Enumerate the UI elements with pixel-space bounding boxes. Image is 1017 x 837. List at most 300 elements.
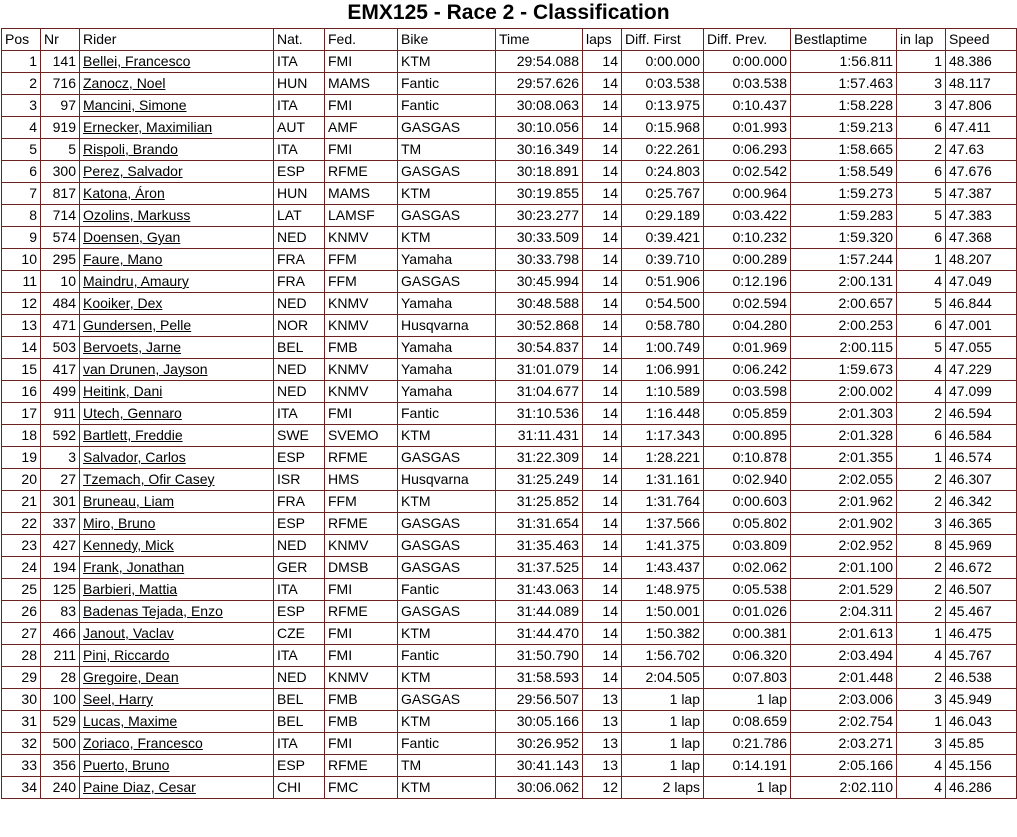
table-row	[2, 447, 1017, 469]
cell-diff-first: 0:15.968	[622, 117, 704, 139]
cell-speed: 47.368	[946, 227, 1017, 249]
cell-nat: CHI	[274, 777, 325, 799]
cell-bike: GASGAS	[398, 205, 496, 227]
cell-nat: FRA	[274, 491, 325, 513]
cell-bike: Yamaha	[398, 359, 496, 381]
cell-diff-first: 1:50.001	[622, 601, 704, 623]
header-diff-prev: Diff. Prev.	[704, 29, 791, 51]
cell-bestlaptime: 2:03.271	[791, 733, 897, 755]
cell-in-lap: 2	[897, 557, 946, 579]
cell-time: 31:10.536	[496, 403, 583, 425]
table-row	[2, 733, 1017, 755]
cell-bike: TM	[398, 139, 496, 161]
cell-nat: SWE	[274, 425, 325, 447]
cell-nr: 295	[41, 249, 80, 271]
rider-link[interactable]: Faure, Mano	[83, 251, 163, 267]
cell-nr: 10	[41, 271, 80, 293]
cell-pos: 13	[2, 315, 41, 337]
rider-link[interactable]: Salvador, Carlos	[83, 449, 186, 465]
table-row	[2, 667, 1017, 689]
cell-speed: 45.85	[946, 733, 1017, 755]
cell-laps: 14	[583, 205, 622, 227]
cell-pos: 12	[2, 293, 41, 315]
cell-pos: 29	[2, 667, 41, 689]
cell-diff-first: 1:37.566	[622, 513, 704, 535]
cell-fed: FMI	[325, 403, 398, 425]
cell-pos: 27	[2, 623, 41, 645]
table-row	[2, 689, 1017, 711]
cell-bestlaptime: 2:00.115	[791, 337, 897, 359]
cell-diff-prev: 0:03.598	[704, 381, 791, 403]
cell-pos: 28	[2, 645, 41, 667]
cell-laps: 14	[583, 139, 622, 161]
table-row	[2, 601, 1017, 623]
cell-nat: NOR	[274, 315, 325, 337]
cell-laps: 14	[583, 403, 622, 425]
cell-rider	[80, 425, 274, 447]
cell-laps: 14	[583, 601, 622, 623]
cell-nat: ITA	[274, 645, 325, 667]
rider-link[interactable]: Katona, Áron	[83, 185, 165, 201]
cell-rider	[80, 139, 274, 161]
cell-in-lap: 4	[897, 777, 946, 799]
rider-link[interactable]: Doensen, Gyan	[83, 229, 181, 245]
rider-link[interactable]: Maindru, Amaury	[83, 273, 189, 289]
cell-diff-prev: 0:02.594	[704, 293, 791, 315]
cell-rider	[80, 249, 274, 271]
cell-nat: FRA	[274, 249, 325, 271]
cell-diff-prev: 0:02.542	[704, 161, 791, 183]
cell-time: 29:54.088	[496, 51, 583, 73]
cell-nat: BEL	[274, 711, 325, 733]
cell-speed: 46.594	[946, 403, 1017, 425]
cell-in-lap: 1	[897, 711, 946, 733]
cell-laps: 14	[583, 95, 622, 117]
table-row	[2, 51, 1017, 73]
cell-in-lap: 6	[897, 315, 946, 337]
cell-speed: 47.387	[946, 183, 1017, 205]
cell-rider	[80, 51, 274, 73]
cell-pos: 30	[2, 689, 41, 711]
cell-diff-first: 1:16.448	[622, 403, 704, 425]
cell-rider	[80, 381, 274, 403]
rider-link[interactable]: Pini, Riccardo	[83, 647, 170, 663]
cell-speed: 46.584	[946, 425, 1017, 447]
cell-nr: 3	[41, 447, 80, 469]
cell-diff-first: 0:39.421	[622, 227, 704, 249]
cell-time: 30:33.509	[496, 227, 583, 249]
cell-time: 30:33.798	[496, 249, 583, 271]
cell-diff-first: 2 laps	[622, 777, 704, 799]
cell-diff-prev: 0:03.422	[704, 205, 791, 227]
cell-in-lap: 2	[897, 491, 946, 513]
cell-diff-prev: 0:00.895	[704, 425, 791, 447]
header-pos: Pos	[2, 29, 41, 51]
cell-nr: 125	[41, 579, 80, 601]
cell-diff-first: 1 lap	[622, 755, 704, 777]
rider-link[interactable]: Miro, Bruno	[83, 515, 156, 531]
cell-in-lap: 5	[897, 337, 946, 359]
cell-in-lap: 4	[897, 359, 946, 381]
cell-nr: 337	[41, 513, 80, 535]
cell-bestlaptime: 2:01.902	[791, 513, 897, 535]
cell-fed: HMS	[325, 469, 398, 491]
cell-bike: GASGAS	[398, 447, 496, 469]
cell-time: 31:11.431	[496, 425, 583, 447]
cell-bike: GASGAS	[398, 689, 496, 711]
table-row	[2, 249, 1017, 271]
rider-link[interactable]: Bellei, Francesco	[83, 53, 191, 69]
cell-nr: 919	[41, 117, 80, 139]
cell-laps: 14	[583, 381, 622, 403]
cell-time: 30:08.063	[496, 95, 583, 117]
cell-bestlaptime: 1:59.320	[791, 227, 897, 249]
cell-nat: ISR	[274, 469, 325, 491]
cell-bestlaptime: 2:01.328	[791, 425, 897, 447]
cell-diff-first: 1 lap	[622, 733, 704, 755]
cell-diff-prev: 0:06.242	[704, 359, 791, 381]
cell-bestlaptime: 2:03.006	[791, 689, 897, 711]
cell-bike: Fantic	[398, 95, 496, 117]
cell-bestlaptime: 2:01.100	[791, 557, 897, 579]
cell-pos: 23	[2, 535, 41, 557]
cell-bestlaptime: 1:58.665	[791, 139, 897, 161]
cell-rider	[80, 95, 274, 117]
cell-nr: 716	[41, 73, 80, 95]
cell-bestlaptime: 2:00.657	[791, 293, 897, 315]
cell-pos: 16	[2, 381, 41, 403]
rider-link[interactable]: Zoriaco, Francesco	[83, 735, 203, 751]
cell-speed: 45.767	[946, 645, 1017, 667]
cell-diff-first: 1:06.991	[622, 359, 704, 381]
cell-nr: 911	[41, 403, 80, 425]
rider-link[interactable]: Bartlett, Freddie	[83, 427, 183, 443]
cell-bestlaptime: 2:01.303	[791, 403, 897, 425]
cell-bestlaptime: 2:00.002	[791, 381, 897, 403]
rider-link[interactable]: Frank, Jonathan	[83, 559, 185, 575]
rider-link[interactable]: Paine Diaz, Cesar	[83, 779, 196, 795]
cell-rider	[80, 183, 274, 205]
cell-laps: 14	[583, 667, 622, 689]
rider-link[interactable]: Ozolins, Markuss	[83, 207, 191, 223]
cell-in-lap: 1	[897, 623, 946, 645]
cell-diff-prev: 0:07.803	[704, 667, 791, 689]
rider-link[interactable]: Janout, Vaclav	[83, 625, 174, 641]
cell-speed: 46.342	[946, 491, 1017, 513]
rider-link[interactable]: Bruneau, Liam	[83, 493, 175, 509]
cell-time: 31:04.677	[496, 381, 583, 403]
cell-in-lap: 5	[897, 205, 946, 227]
rider-link[interactable]: Zanocz, Noel	[83, 75, 166, 91]
cell-time: 30:18.891	[496, 161, 583, 183]
cell-speed: 46.507	[946, 579, 1017, 601]
cell-diff-prev: 0:04.280	[704, 315, 791, 337]
rider-link[interactable]: Gregoire, Dean	[83, 669, 179, 685]
rider-link[interactable]: Badenas Tejada, Enzo	[83, 603, 223, 619]
table-row	[2, 293, 1017, 315]
cell-bestlaptime: 2:03.494	[791, 645, 897, 667]
cell-bike: Yamaha	[398, 381, 496, 403]
rider-link[interactable]: Heitink, Dani	[83, 383, 163, 399]
rider-link[interactable]: Utech, Gennaro	[83, 405, 182, 421]
cell-rider	[80, 403, 274, 425]
cell-bestlaptime: 1:58.549	[791, 161, 897, 183]
cell-bike: GASGAS	[398, 271, 496, 293]
rider-link[interactable]: Mancini, Simone	[83, 97, 187, 113]
cell-time: 31:01.079	[496, 359, 583, 381]
cell-rider	[80, 535, 274, 557]
header-laps: laps	[583, 29, 622, 51]
cell-rider	[80, 623, 274, 645]
cell-diff-prev: 0:02.940	[704, 469, 791, 491]
cell-bike: KTM	[398, 777, 496, 799]
rider-link[interactable]: Gundersen, Pelle	[83, 317, 192, 333]
cell-nat: AUT	[274, 117, 325, 139]
cell-bike: TM	[398, 755, 496, 777]
cell-fed: FMC	[325, 777, 398, 799]
rider-link[interactable]: Ernecker, Maximilian	[83, 119, 213, 135]
cell-nr: 300	[41, 161, 80, 183]
cell-pos: 22	[2, 513, 41, 535]
cell-diff-prev: 0:00.289	[704, 249, 791, 271]
cell-in-lap: 2	[897, 139, 946, 161]
cell-laps: 14	[583, 249, 622, 271]
cell-bestlaptime: 2:01.962	[791, 491, 897, 513]
cell-laps: 13	[583, 711, 622, 733]
cell-pos: 31	[2, 711, 41, 733]
cell-pos: 24	[2, 557, 41, 579]
rider-link[interactable]: Lucas, Maxime	[83, 713, 178, 729]
table-row	[2, 359, 1017, 381]
cell-laps: 14	[583, 271, 622, 293]
cell-bestlaptime: 1:59.213	[791, 117, 897, 139]
cell-in-lap: 4	[897, 381, 946, 403]
cell-nat: BEL	[274, 689, 325, 711]
header-bike: Bike	[398, 29, 496, 51]
table-row	[2, 139, 1017, 161]
cell-rider	[80, 667, 274, 689]
cell-rider	[80, 579, 274, 601]
cell-fed: RFME	[325, 447, 398, 469]
cell-speed: 47.806	[946, 95, 1017, 117]
cell-pos: 10	[2, 249, 41, 271]
cell-time: 31:44.470	[496, 623, 583, 645]
cell-rider	[80, 161, 274, 183]
table-row	[2, 425, 1017, 447]
cell-diff-first: 2:04.505	[622, 667, 704, 689]
rider-link[interactable]: Seel, Harry	[83, 691, 154, 707]
rider-link[interactable]: Kennedy, Mick	[83, 537, 174, 553]
cell-bestlaptime: 2:01.448	[791, 667, 897, 689]
cell-bike: GASGAS	[398, 161, 496, 183]
cell-diff-prev: 0:10.437	[704, 95, 791, 117]
cell-diff-prev: 0:01.993	[704, 117, 791, 139]
cell-laps: 13	[583, 689, 622, 711]
header-in-lap: in lap	[897, 29, 946, 51]
cell-in-lap: 3	[897, 73, 946, 95]
cell-nat: ITA	[274, 579, 325, 601]
rider-link[interactable]: Puerto, Bruno	[83, 757, 170, 773]
cell-laps: 14	[583, 117, 622, 139]
cell-laps: 14	[583, 623, 622, 645]
cell-nat: NED	[274, 359, 325, 381]
cell-nat: HUN	[274, 73, 325, 95]
cell-speed: 47.049	[946, 271, 1017, 293]
table-row	[2, 777, 1017, 799]
cell-time: 30:06.062	[496, 777, 583, 799]
cell-rider	[80, 601, 274, 623]
cell-diff-first: 0:54.500	[622, 293, 704, 315]
cell-diff-first: 1:48.975	[622, 579, 704, 601]
cell-in-lap: 2	[897, 469, 946, 491]
cell-diff-first: 0:58.780	[622, 315, 704, 337]
cell-diff-first: 1:10.589	[622, 381, 704, 403]
cell-bike: KTM	[398, 183, 496, 205]
header-rider: Rider	[80, 29, 274, 51]
cell-speed: 46.844	[946, 293, 1017, 315]
cell-diff-first: 1:41.375	[622, 535, 704, 557]
table-row	[2, 205, 1017, 227]
cell-speed: 45.467	[946, 601, 1017, 623]
cell-fed: KNMV	[325, 315, 398, 337]
cell-speed: 45.949	[946, 689, 1017, 711]
cell-nr: 592	[41, 425, 80, 447]
cell-speed: 45.156	[946, 755, 1017, 777]
cell-diff-prev: 0:08.659	[704, 711, 791, 733]
cell-laps: 14	[583, 337, 622, 359]
cell-bike: KTM	[398, 425, 496, 447]
table-row	[2, 557, 1017, 579]
header-time: Time	[496, 29, 583, 51]
cell-diff-first: 0:24.803	[622, 161, 704, 183]
cell-fed: KNMV	[325, 227, 398, 249]
cell-in-lap: 3	[897, 689, 946, 711]
cell-fed: SVEMO	[325, 425, 398, 447]
cell-diff-prev: 0:03.538	[704, 73, 791, 95]
cell-speed: 47.411	[946, 117, 1017, 139]
cell-nat: LAT	[274, 205, 325, 227]
cell-bestlaptime: 1:57.244	[791, 249, 897, 271]
cell-nat: ESP	[274, 513, 325, 535]
cell-time: 29:56.507	[496, 689, 583, 711]
cell-fed: MAMS	[325, 73, 398, 95]
cell-nr: 817	[41, 183, 80, 205]
table-row	[2, 117, 1017, 139]
table-row	[2, 711, 1017, 733]
cell-diff-prev: 0:05.538	[704, 579, 791, 601]
cell-bike: GASGAS	[398, 117, 496, 139]
cell-speed: 46.538	[946, 667, 1017, 689]
cell-pos: 8	[2, 205, 41, 227]
header-speed: Speed	[946, 29, 1017, 51]
cell-diff-prev: 0:00.964	[704, 183, 791, 205]
cell-diff-first: 1:43.437	[622, 557, 704, 579]
cell-in-lap: 2	[897, 667, 946, 689]
rider-link[interactable]: van Drunen, Jayson	[83, 361, 208, 377]
rider-link[interactable]: Rispoli, Brando	[83, 141, 178, 157]
table-row	[2, 469, 1017, 491]
cell-diff-prev: 0:00.381	[704, 623, 791, 645]
cell-time: 31:37.525	[496, 557, 583, 579]
cell-speed: 46.475	[946, 623, 1017, 645]
cell-speed: 46.307	[946, 469, 1017, 491]
cell-nr: 100	[41, 689, 80, 711]
cell-bike: KTM	[398, 667, 496, 689]
cell-bike: KTM	[398, 711, 496, 733]
rider-link[interactable]: Bervoets, Jarne	[83, 339, 182, 355]
cell-pos: 19	[2, 447, 41, 469]
cell-bestlaptime: 2:05.166	[791, 755, 897, 777]
cell-bike: Husqvarna	[398, 315, 496, 337]
cell-bestlaptime: 1:57.463	[791, 73, 897, 95]
cell-diff-first: 1:31.161	[622, 469, 704, 491]
cell-nr: 28	[41, 667, 80, 689]
cell-speed: 47.099	[946, 381, 1017, 403]
cell-pos: 20	[2, 469, 41, 491]
cell-speed: 46.672	[946, 557, 1017, 579]
cell-diff-first: 1:31.764	[622, 491, 704, 513]
cell-in-lap: 4	[897, 645, 946, 667]
table-row	[2, 579, 1017, 601]
rider-link[interactable]: Kooiker, Dex	[83, 295, 163, 311]
cell-rider	[80, 205, 274, 227]
cell-nat: ITA	[274, 403, 325, 425]
table-row	[2, 337, 1017, 359]
cell-nr: 503	[41, 337, 80, 359]
cell-fed: KNMV	[325, 667, 398, 689]
cell-nr: 427	[41, 535, 80, 557]
cell-fed: FMB	[325, 689, 398, 711]
cell-rider	[80, 293, 274, 315]
cell-diff-first: 0:51.906	[622, 271, 704, 293]
cell-diff-first: 0:39.710	[622, 249, 704, 271]
table-row	[2, 183, 1017, 205]
cell-diff-prev: 0:10.878	[704, 447, 791, 469]
cell-nr: 484	[41, 293, 80, 315]
cell-speed: 47.676	[946, 161, 1017, 183]
rider-link[interactable]: Barbieri, Mattia	[83, 581, 178, 597]
cell-time: 30:45.994	[496, 271, 583, 293]
rider-link[interactable]: Tzemach, Ofir Casey	[83, 471, 215, 487]
cell-diff-prev: 0:01.026	[704, 601, 791, 623]
cell-nr: 466	[41, 623, 80, 645]
cell-pos: 9	[2, 227, 41, 249]
cell-bestlaptime: 2:01.613	[791, 623, 897, 645]
cell-time: 30:54.837	[496, 337, 583, 359]
cell-diff-prev: 0:05.802	[704, 513, 791, 535]
cell-speed: 46.365	[946, 513, 1017, 535]
cell-nr: 500	[41, 733, 80, 755]
cell-laps: 14	[583, 557, 622, 579]
cell-time: 30:41.143	[496, 755, 583, 777]
cell-pos: 15	[2, 359, 41, 381]
rider-link[interactable]: Perez, Salvador	[83, 163, 183, 179]
cell-bike: KTM	[398, 51, 496, 73]
table-row	[2, 227, 1017, 249]
cell-rider	[80, 513, 274, 535]
cell-fed: KNMV	[325, 535, 398, 557]
cell-pos: 18	[2, 425, 41, 447]
cell-pos: 33	[2, 755, 41, 777]
cell-fed: RFME	[325, 161, 398, 183]
cell-fed: MAMS	[325, 183, 398, 205]
cell-nr: 97	[41, 95, 80, 117]
cell-pos: 32	[2, 733, 41, 755]
cell-pos: 21	[2, 491, 41, 513]
cell-nr: 417	[41, 359, 80, 381]
cell-diff-prev: 0:00.603	[704, 491, 791, 513]
cell-nr: 574	[41, 227, 80, 249]
